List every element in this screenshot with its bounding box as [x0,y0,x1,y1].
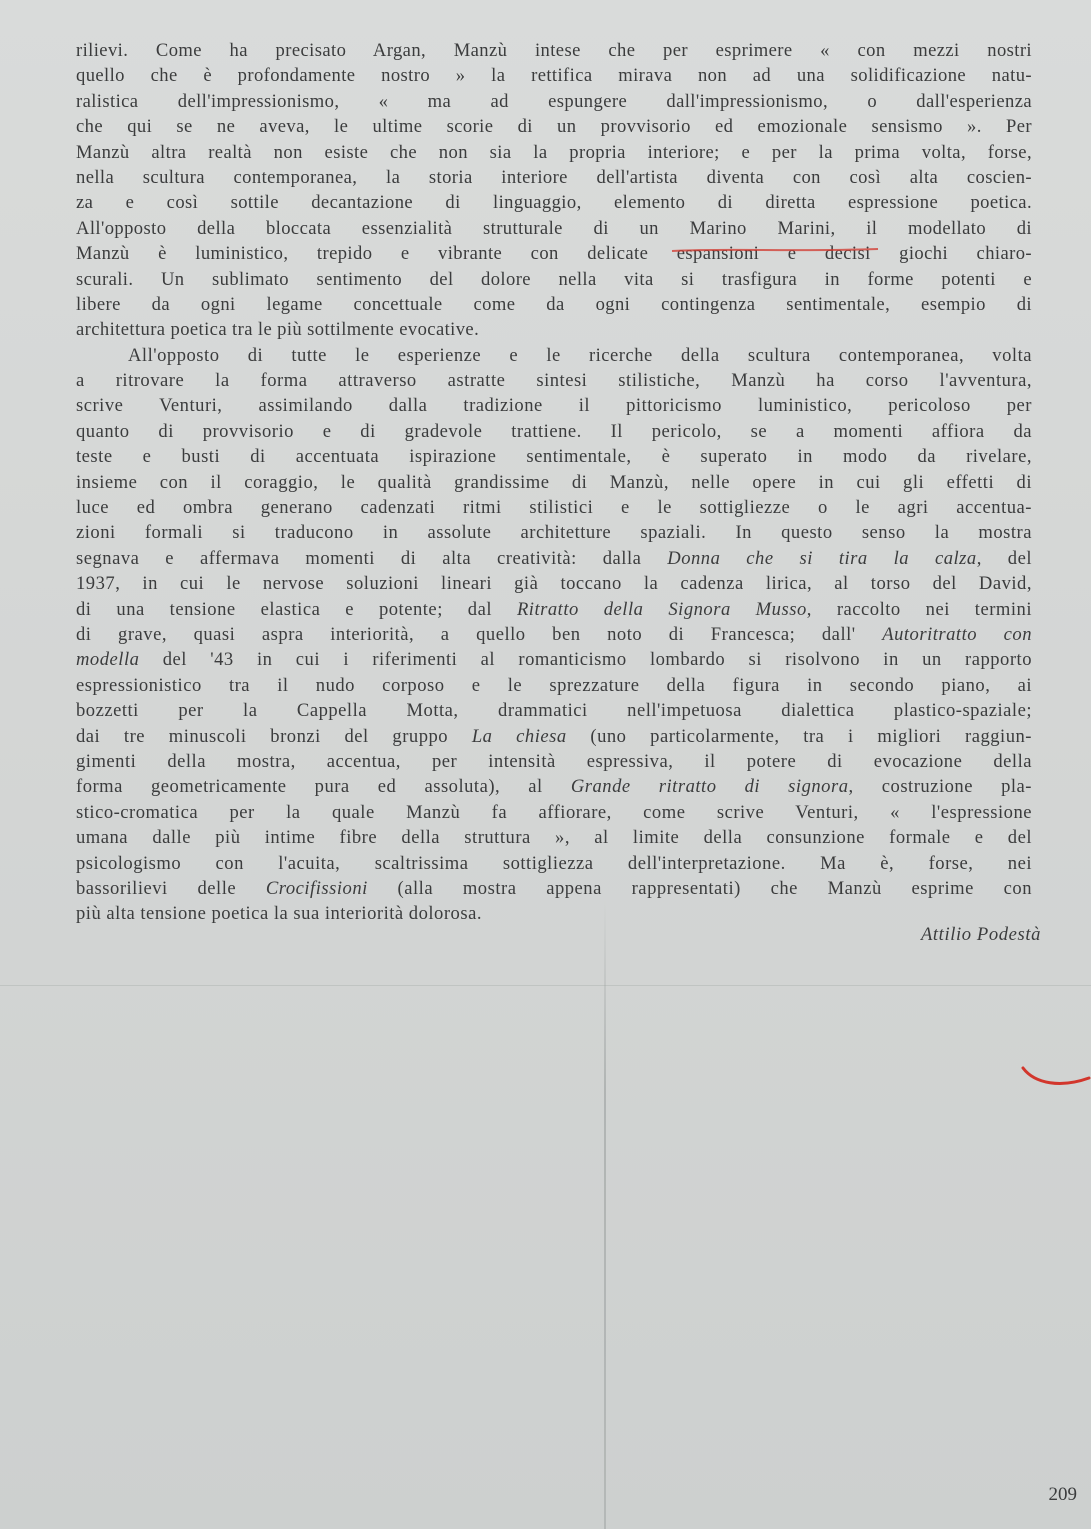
artwork-title: Grande ritratto di signora [570,776,849,798]
text-line: modella del '43 in cui i riferimenti al romanticismo lombardo si risolvono in un rapporto [76,649,1032,671]
text-line: insieme con il coraggio, le qualità grandissime di Manzù, nelle opere in cui gli effetti di [76,471,1032,493]
paper-fold-horizontal [0,985,1091,986]
paragraph-2 [76,343,1032,927]
text-line: Manzù è luministico, trepido e vibrante con delicate espansioni e decisi giochi chiaro- [76,243,1032,265]
text-line: luce ed ombra generano cadenzati ritmi stilistici e le sottigliezze o le agri accentua- [76,497,1032,519]
article-body [76,38,1032,927]
text-line: scrive Venturi, assimilando dalla tradizione il pittoricismo luministico, pericoloso per [76,395,1032,417]
text-line: All'opposto della bloccata essenzialità strutturale di un Marino Marini, il modellato di [76,217,1032,239]
author-signature: Attilio Podestà [920,924,1041,945]
artwork-title: Crocifissioni [265,877,368,899]
artwork-title: Autoritratto con [882,623,1032,645]
text-line: Manzù altra realtà non esiste che non sia la propria interiore; e per la prima volta, forse, [76,141,1032,163]
text-line: libere da ogni legame concettuale come da ogni contingenza sentimentale, esempio di [76,293,1032,315]
red-pencil-strikethrough [670,244,880,256]
paper-fold-vertical [604,900,606,1529]
text-line: dai tre minuscoli bronzi del gruppo La chiesa (uno particolarmente, tra i migliori raggiun- [76,725,1032,747]
artwork-title: La chiesa [471,725,567,747]
text-line: 1937, in cui le nervose soluzioni lineari già toccano la cadenza lirica, al torso del David, [76,573,1032,595]
text-line: quanto di provvisorio e di gradevole trattiene. Il pericolo, se a momenti affiora da [76,420,1032,442]
text-line: architettura poetica tra le più sottilmente evocative. [76,319,480,341]
text-line: bozzetti per la Cappella Motta, drammatici nell'impetuosa dialettica plastico-spaziale; [76,700,1032,722]
text-line: di grave, quasi aspra interiorità, a quello ben noto di Francesca; dall' Autoritratto con [76,623,1032,645]
text-line: forma geometricamente pura ed assoluta), al Grande ritratto di signora, costruzione pla- [76,776,1032,798]
text-line: segnava e affermava momenti di alta creatività: dalla Donna che si tira la calza, del [76,547,1032,569]
text-line: più alta tensione poetica la sua interiorità dolorosa. [76,903,482,925]
red-pencil-mark [1021,1058,1091,1092]
text-line: stico-cromatica per la quale Manzù fa affiorare, come scrive Venturi, « l'espressione [76,801,1032,823]
page-number: 209 [1048,1484,1077,1505]
text-line: za e così sottile decantazione di linguaggio, elemento di diretta espressione poetica. [76,192,1032,214]
text-line: espressionistico tra il nudo corposo e le sprezzature della figura in secondo piano, ai [76,674,1032,696]
text-line: psicologismo con l'acuita, scaltrissima sottigliezza dell'interpretazione. Ma è, forse, nei [76,852,1032,874]
text-line: zioni formali si traducono in assolute architetture spaziali. In questo senso la mostra [76,522,1032,544]
text-line: gimenti della mostra, accentua, per intensità espressiva, il potere di evocazione della [76,750,1032,772]
text-line: ralistica dell'impressionismo, « ma ad espungere dall'impressionismo, o dall'esperienza [76,90,1032,112]
text-line: scurali. Un sublimato sentimento del dolore nella vita si trasfigura in forme potenti e [76,268,1032,290]
artwork-title: Ritratto della Signora Musso [516,598,807,620]
text-line: All'opposto di tutte le esperienze e le ricerche della scultura contemporanea, volta [128,344,1032,366]
text-line: di una tensione elastica e potente; dal Ritratto della Signora Musso, raccolto nei termini [76,598,1032,620]
paragraph-1 [76,38,1032,343]
artwork-title: modella [76,649,140,671]
text-line: nella scultura contemporanea, la storia interiore dell'artista diventa con così alta coscien- [76,166,1032,188]
text-line: che qui se ne aveva, le ultime scorie di un provvisorio ed emozionale sensismo ». Per [76,116,1032,138]
artwork-title: Donna che si tira la calza [667,547,977,569]
text-line: bassorilievi delle Crocifissioni (alla mostra appena rappresentati) che Manzù esprime con [76,877,1032,899]
text-line: teste e busti di accentuata ispirazione sentimentale, è superato in modo da rivelare, [76,446,1032,468]
text-line: quello che è profondamente nostro » la rettifica mirava non ad una solidificazione natu- [76,65,1032,87]
text-line: rilievi. Come ha precisato Argan, Manzù intese che per esprimere « con mezzi nostri [76,40,1032,61]
text-line: a ritrovare la forma attraverso astratte sintesi stilistiche, Manzù ha corso l'avventura, [76,370,1032,392]
text-line: umana dalle più intime fibre della struttura », al limite della consunzione formale e del [76,827,1032,849]
